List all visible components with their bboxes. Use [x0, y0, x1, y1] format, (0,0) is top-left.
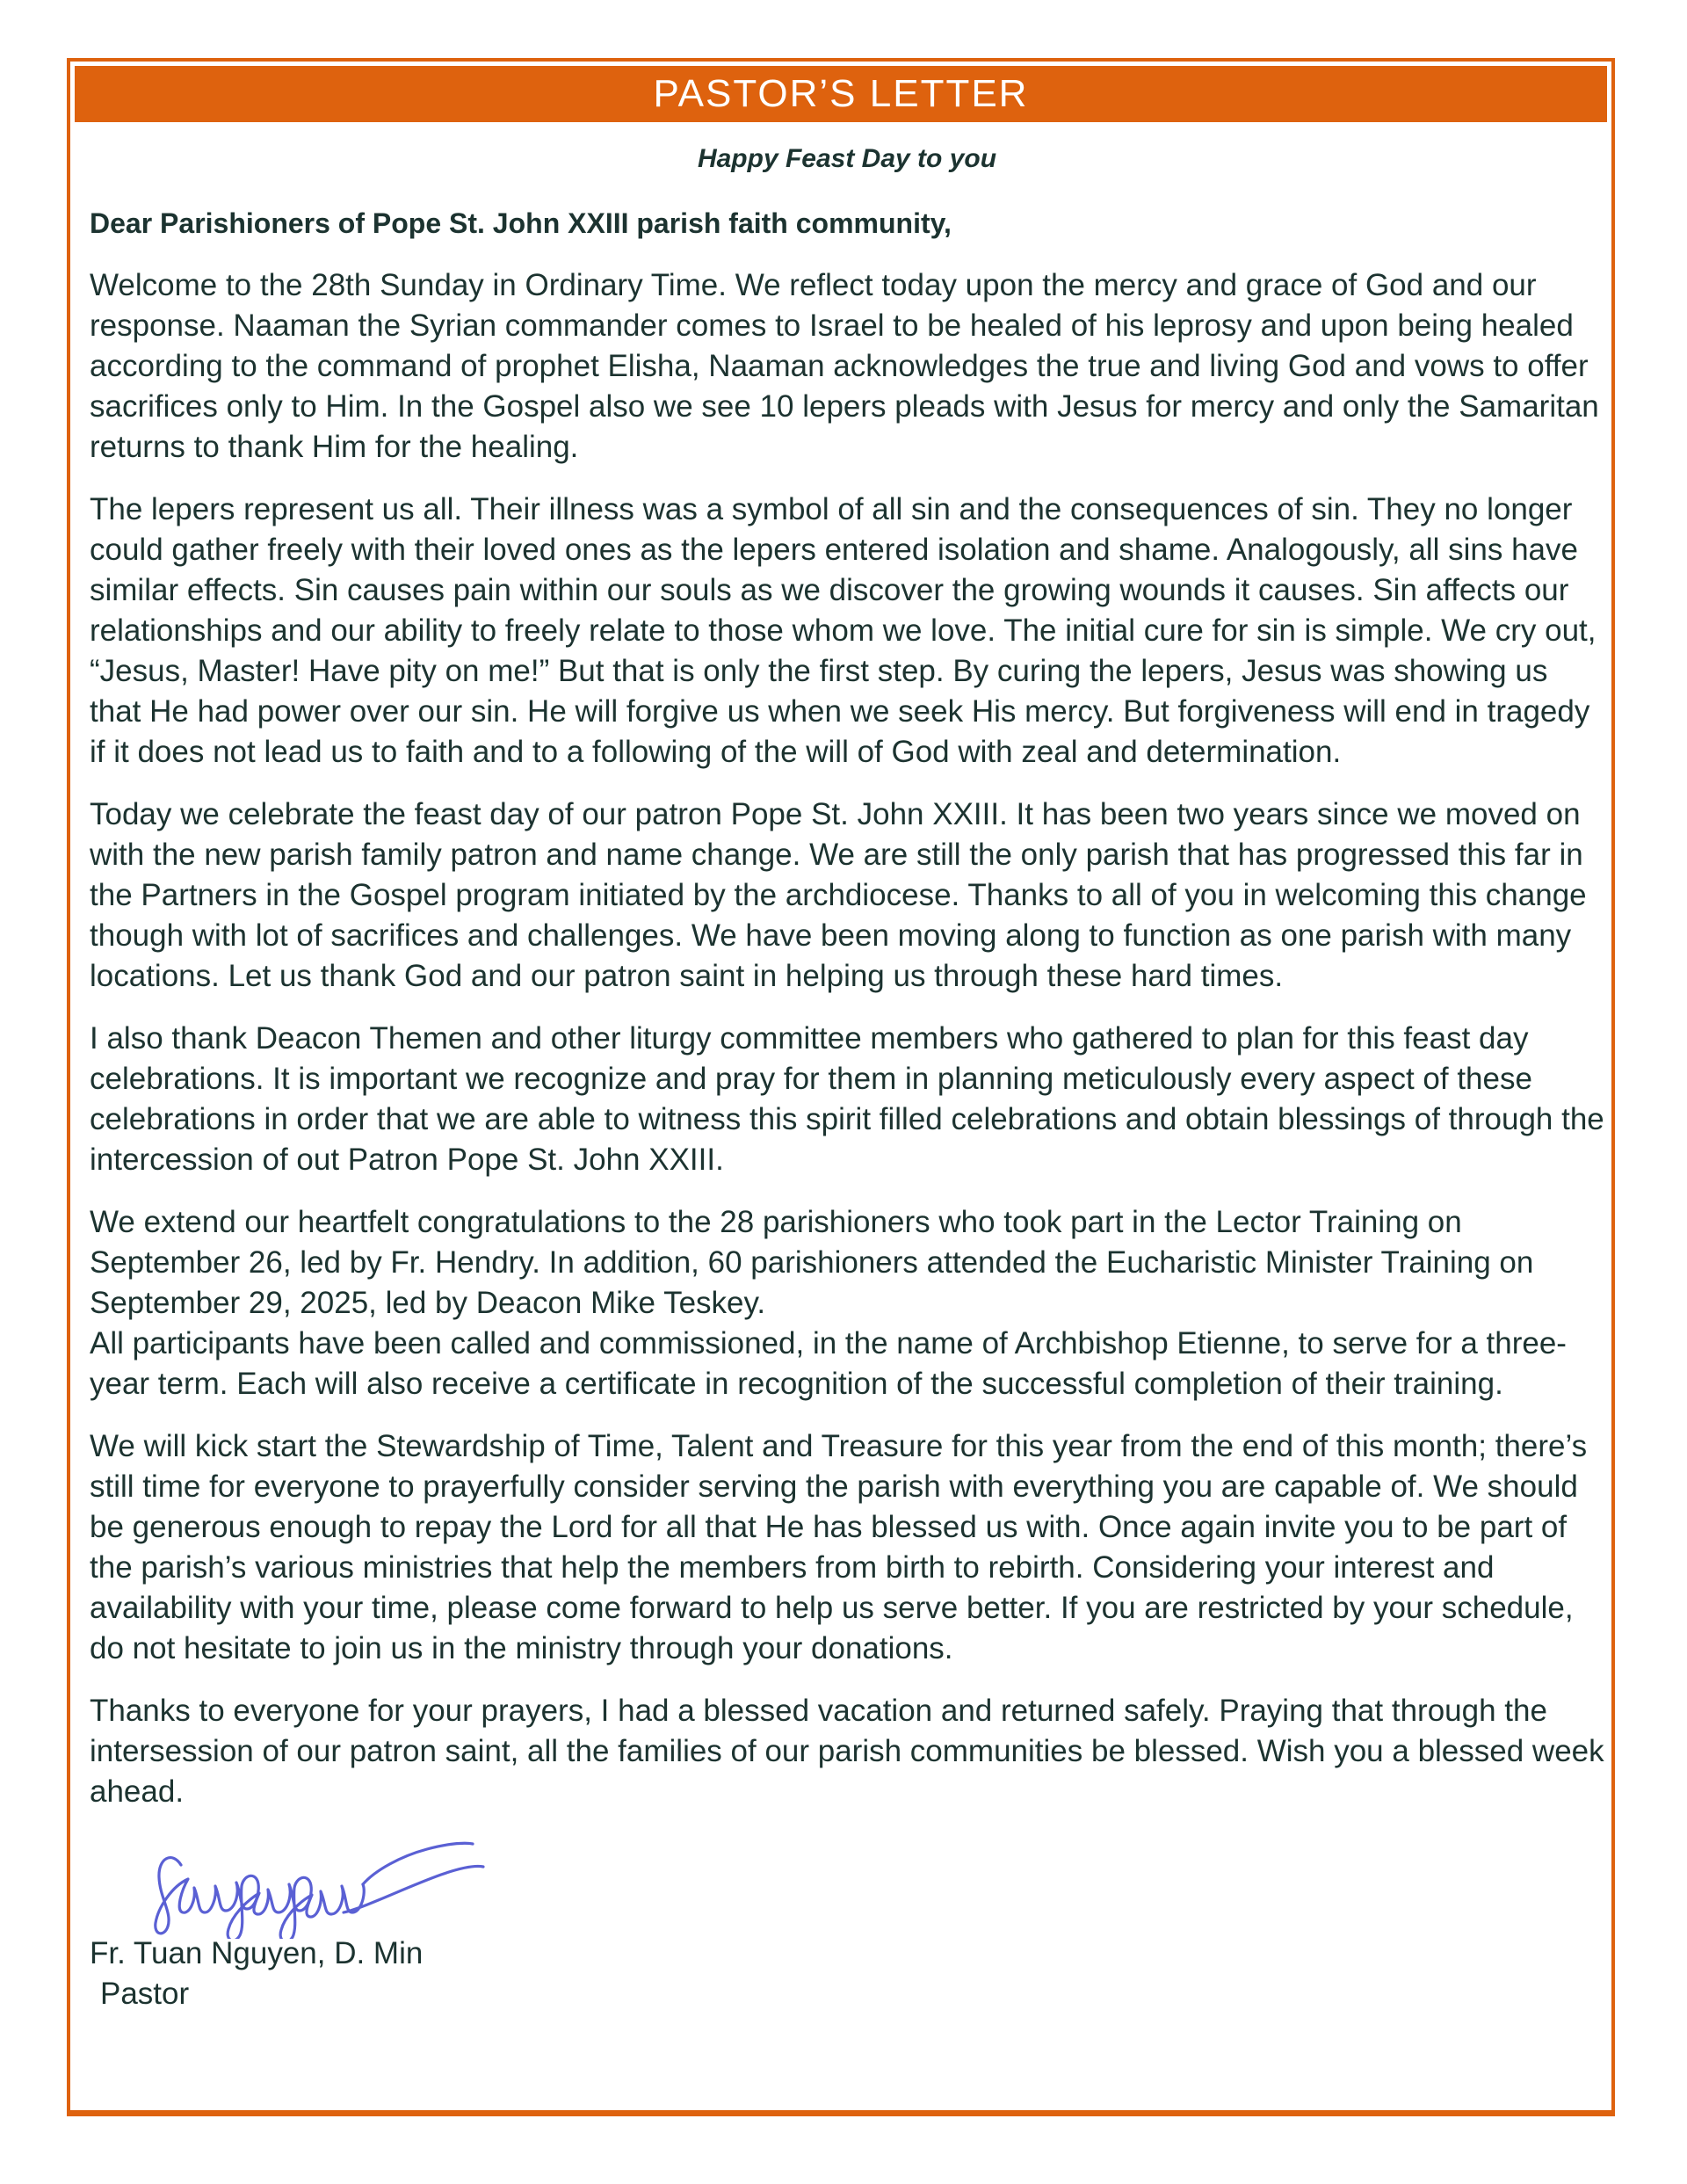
- letter-paragraph: Thanks to everyone for your prayers, I had a blessed vacation and returned safely. Praying that through the intersession of our patron saint, all the families of our parish communities be blessed. Wish you a blessed week ahead.: [90, 1694, 1604, 1809]
- letter-paragraph: Welcome to the 28th Sunday in Ordinary Time. We reflect today upon the mercy and grace of God and our response. Naaman the Syrian commander comes to Israel to be healed of his leprosy and upon being healed according to the command of prophet Elisha, Naaman acknowledges the true and living God and vows to offer sacrifices only to Him. In the Gospel also we see 10 lepers pleads with Jesus for mercy and only the Samaritan returns to thank Him for the healing.: [90, 268, 1599, 464]
- letter-subtitle: Happy Feast Day to you: [697, 144, 997, 173]
- signature-strokes: [156, 1843, 483, 1939]
- letter-paragraph: We will kick start the Stewardship of Time, Talent and Treasure for this year from the end of this month; there’s still time for everyone to prayerfully consider serving the parish with everything you are capable of. We should be generous enough to repay the Lord for all that He has blessed us with. Once again invite you to be part of the parish’s various ministries that help the members from birth to rebirth. Considering your interest and availability with your time, please come forward to help us serve better. If you are restricted by your schedule, do not hesitate to join us in the ministry through your donations.: [90, 1429, 1588, 1665]
- letter-paragraph: Today we celebrate the feast day of our patron Pope St. John XXIII. It has been two years since we moved on with the new parish family patron and name change. We are still the only parish that has progressed this far in the Partners in the Gospel program initiated by the archdiocese. Thanks to all of you in welcoming this change though with lot of sacrifices and challenges. We have been moving along to function as one parish with many locations. Let us thank God and our patron saint in helping us through these hard times.: [90, 797, 1587, 993]
- letter-border-box: [67, 58, 1615, 2116]
- letter-content: [70, 122, 1611, 2014]
- letter-salutation: Dear Parishioners of Pope St. John XXIII parish faith community,: [90, 207, 952, 239]
- letter-paragraphs: [90, 265, 1604, 1812]
- letter-paragraph: The lepers represent us all. Their illness was a symbol of all sin and the consequences of sin. They no longer could gather freely with their loved ones as the lepers entered isolation and shame. Analogously, all sins have similar effects. Sin causes pain within our souls as we discover the growing wounds it causes. Sin affects our relationships and our ability to freely relate to those whom we love. The initial cure for sin is simple. We cry out, “Jesus, Master! Have pity on me!” But that is only the first step. By curing the lepers, Jesus was showing us that He had power over our sin. He will forgive us when we seek His mercy. But forgiveness will end in tragedy if it does not lead us to faith and to a following of the will of God with zeal and determination.: [90, 492, 1596, 769]
- letter-title: PASTOR’S LETTER: [653, 72, 1029, 115]
- letter-paragraph: I also thank Deacon Themen and other liturgy committee members who gathered to plan for this feast day celebrations. It is important we recognize and pray for them in planning meticulously every aspect of these celebrations in order that we are able to witness this spirit filled celebrations and obtain blessings of through the intercession of out Patron Pope St. John XXIII.: [90, 1021, 1604, 1177]
- letter-paragraph: We extend our heartfelt congratulations to the 28 parishioners who took part in the Lector Training on September 26, led by Fr. Hendry. In addition, 60 parishioners attended the Eucharistic Minister Training on September 29, 2025, led by Deacon Mike Teskey. All participants have been called and commissioned, in the name of Archbishop Etienne, to serve for a three-year term. Each will also receive a certificate in recognition of the successful completion of their training.: [90, 1205, 1567, 1401]
- pastor-name: Fr. Tuan Nguyen, D. Min: [90, 1936, 424, 1970]
- letter-title-band: [75, 66, 1607, 122]
- pastor-role: Pastor: [100, 1977, 190, 2011]
- signature-block: [90, 1835, 1604, 2014]
- pastor-signature-ink: [141, 1835, 510, 1939]
